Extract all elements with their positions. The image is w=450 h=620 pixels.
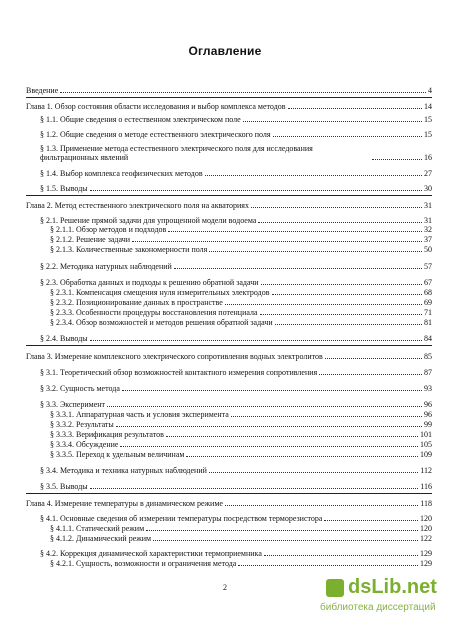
toc-entry-chapter-3: Глава 3. Измерение комплексного электрического сопротивления водных электролитов 85	[26, 352, 432, 361]
toc-entry-section-4-1-2: § 4.1.2. Динамический режим 122	[50, 534, 432, 543]
toc-entry-section-3-3-4: § 3.3.4. Обсуждение 105	[50, 440, 432, 449]
page-title: Оглавление	[188, 44, 262, 58]
toc-entry-section-2-1-1: § 2.1.1. Обзор методов и подходов 32	[50, 225, 432, 234]
toc-entry-section-3-3-3: § 3.3.3. Верификация результатов 101	[50, 430, 432, 439]
toc-entry-section-2-1-2: § 2.1.2. Решение задачи 37	[50, 235, 432, 244]
toc-entry-section-2-3-1: § 2.3.1. Компенсация смещения нуля измерительных электродов 68	[50, 288, 432, 297]
toc-entry-section-2-1: § 2.1. Решение прямой задачи для упрощенной модели водоема 31	[40, 216, 432, 225]
toc-entry-section-2-3: § 2.3. Обработка данных и подходы к решению обратной задачи 67	[40, 278, 432, 287]
toc-entry-section-1-1: § 1.1. Общие сведения о естественном электрическом поле 15	[40, 115, 432, 124]
toc-entry-section-2-3-2: § 2.3.2. Позиционирование данных в пространстве 69	[50, 298, 432, 307]
watermark	[318, 572, 450, 620]
toc-entry-section-1-3: § 1.3. Применение метода естественного электрического поля для исследования фильтрационных явлений 16	[40, 144, 432, 162]
toc-entry-section-3-3: § 3.3. Эксперимент 96	[40, 400, 432, 409]
toc-entry-section-2-3-3: § 2.3.3. Особенности процедуры восстановления потенциала 71	[50, 308, 432, 317]
toc-entry-section-3-1: § 3.1. Теоретический обзор возможностей контактного измерения сопротивления 87	[40, 368, 432, 377]
toc-entry-section-3-2: § 3.2. Сущность метода 93	[40, 384, 432, 393]
toc-entry-section-1-5: § 1.5. Выводы 30	[40, 184, 432, 193]
toc-entry-section-3-4: § 3.4. Методика и техника натурных наблюдений 112	[40, 466, 432, 475]
toc-entry-chapter-2: Глава 2. Метод естественного электрического поля на акваториях 31	[26, 201, 432, 210]
toc-entry-section-3-5: § 3.5. Выводы 116	[40, 482, 432, 491]
toc-entry-section-1-2: § 1.2. Общие сведения о методе естественного электрического поля 15	[40, 130, 432, 139]
toc-entry-section-2-4: § 2.4. Выводы 84	[40, 334, 432, 343]
toc-entry-title: Введение	[26, 86, 59, 95]
toc-entry-section-3-3-1: § 3.3.1. Аппаратурная часть и условия эксперимента 96	[50, 410, 432, 419]
toc-entry-chapter-4: Глава 4. Измерение температуры в динамическом режиме 118	[26, 499, 432, 508]
toc-entry-section-4-2: § 4.2. Коррекция динамической характеристики термоприемника 129	[40, 549, 432, 558]
toc-entry-section-4-1: § 4.1. Основные сведения об измерении температуры посредством терморезистора 120	[40, 514, 432, 523]
toc-entry-chapter-1: Глава 1. Обзор состояния области исследования и выбор комплекса методов 14	[26, 102, 432, 111]
toc-entry-section-1-4: § 1.4. Выбор комплекса геофизических методов 27	[40, 169, 432, 178]
toc-entry-section-4-2-1: § 4.2.1. Сущность, возможности и ограничения метода 129	[50, 559, 432, 568]
page-number: 2	[223, 583, 227, 592]
watermark-subtitle: библиотека диссертаций	[320, 602, 436, 613]
dslib-logo-icon	[326, 579, 344, 597]
toc-entry-page: 4	[428, 86, 432, 95]
toc-entry-introduction	[26, 86, 432, 95]
toc-entry-section-3-3-5: § 3.3.5. Переход к удельным величинам 109	[50, 450, 432, 459]
toc-entry-section-2-1-3: § 2.1.3. Количественные закономерности поля 50	[50, 245, 432, 254]
toc-entry-section-4-1-1: § 4.1.1. Статический режим 120	[50, 524, 432, 533]
watermark-logo: dsLib.net	[348, 576, 437, 598]
toc-entry-section-3-3-2: § 3.3.2. Результаты 99	[50, 420, 432, 429]
toc-entry-section-2-2: § 2.2. Методика натурных наблюдений 57	[40, 262, 432, 271]
toc-entry-section-2-3-4: § 2.3.4. Обзор возможностей и методов решения обратной задачи 81	[50, 318, 432, 327]
